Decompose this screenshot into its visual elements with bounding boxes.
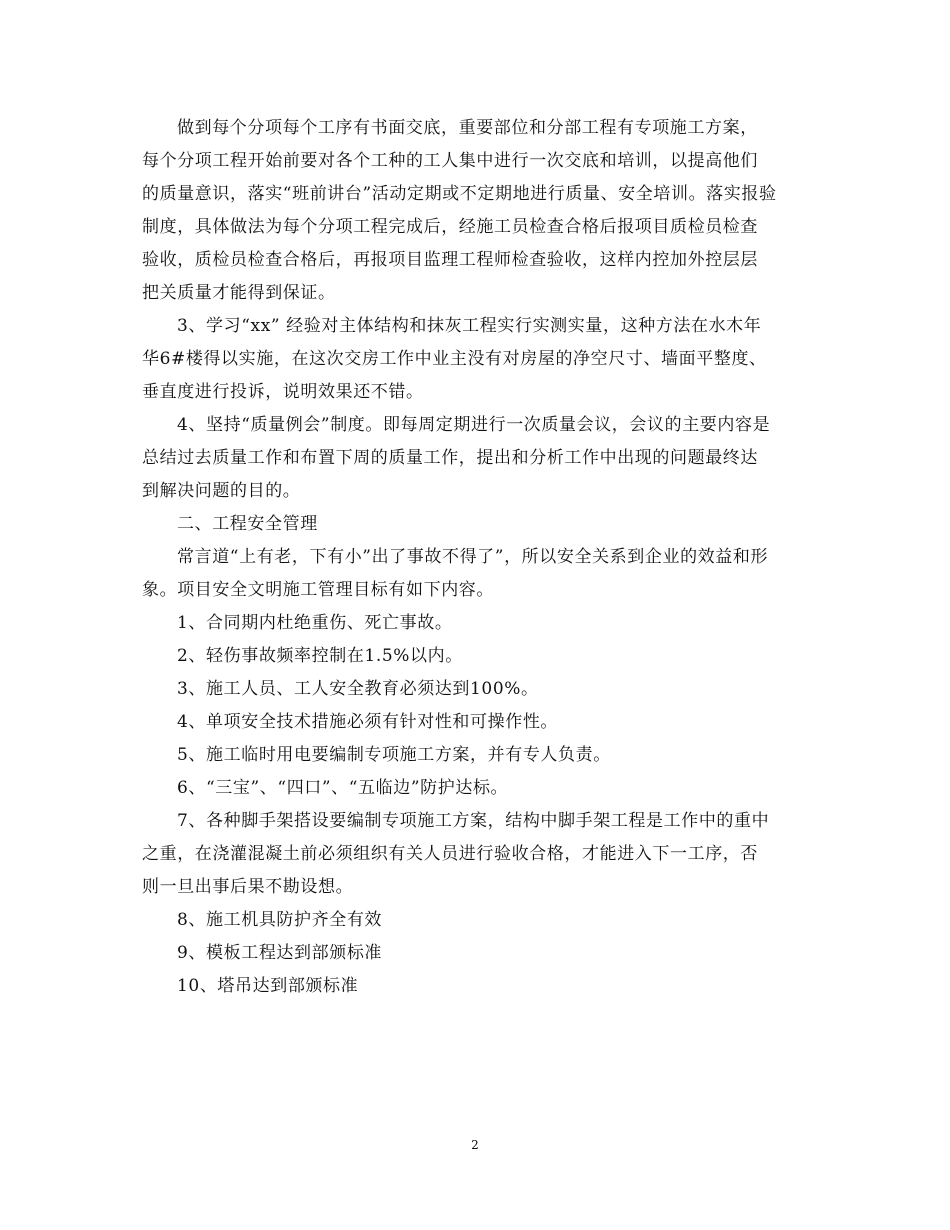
text-line: 3、施工人员、工人安全教育必须达到100%。: [177, 679, 539, 699]
text-line: 4、坚持“质量例会”制度。即每周定期进行一次质量会议，会议的主要内容是: [177, 415, 771, 435]
text-line: 把关质量才能得到保证。: [142, 283, 336, 303]
text-line: 5、施工临时用电要编制专项施工方案，并有专人负责。: [177, 745, 611, 765]
text-line: 验收，质检员检查合格后，再报项目监理工程师检查验收，这样内控加外控层层: [142, 250, 758, 270]
text-line: 象。项目安全文明施工管理目标有如下内容。: [142, 580, 494, 600]
text-line: 则一旦出事后果不勘设想。: [142, 877, 354, 897]
text-line: 7、各种脚手架搭设要编制专项施工方案，结构中脚手架工程是工作中的重中: [177, 811, 770, 831]
text-line: 10、塔吊达到部颁标准: [177, 976, 359, 996]
text-line: 6、“三宝”、“四口”、“五临边”防护达标。: [177, 778, 509, 798]
text-line: 华6#楼得以实施，在这次交房工作中业主没有对房屋的净空尺寸、墙面平整度、: [142, 349, 767, 369]
page-number: 2: [471, 1138, 479, 1152]
text-line: 垂直度进行投诉，说明效果还不错。: [142, 382, 424, 402]
text-line: 每个分项工程开始前要对各个工种的工人集中进行一次交底和培训，以提高他们: [142, 151, 758, 171]
text-line: 总结过去质量工作和布置下周的质量工作，提出和分析工作中出现的问题最终达: [142, 448, 758, 468]
text-line: 3、学习“xx” 经验对主体结构和抹灰工程实行实测实量，这种方法在水木年: [177, 316, 762, 336]
text-line: 做到每个分项每个工序有书面交底，重要部位和分部工程有专项施工方案，: [177, 118, 758, 138]
text-line: 到解决问题的目的。: [142, 481, 301, 501]
text-line: 制度，具体做法为每个分项工程完成后，经施工员检查合格后报项目质检员检查: [142, 217, 758, 237]
text-line: 4、单项安全技术措施必须有针对性和可操作性。: [177, 712, 559, 732]
text-line: 8、施工机具防护齐全有效: [177, 910, 383, 930]
text-line: 常言道“上有老，下有小”出了事故不得了”，所以安全关系到企业的效益和形: [177, 547, 769, 567]
text-line: 1、合同期内杜绝重伤、死亡事故。: [177, 613, 453, 633]
text-line: 的质量意识，落实“班前讲台”活动定期或不定期地进行质量、安全培训。落实报验: [142, 184, 777, 204]
text-line: 9、模板工程达到部颁标准: [177, 943, 383, 963]
text-line: 之重，在浇灌混凝土前必须组织有关人员进行验收合格，才能进入下一工序，否: [142, 844, 758, 864]
document-body: [142, 112, 812, 1003]
text-line: 2、轻伤事故频率控制在1.5%以内。: [177, 646, 463, 666]
text-line: 二、工程安全管理: [177, 514, 318, 534]
